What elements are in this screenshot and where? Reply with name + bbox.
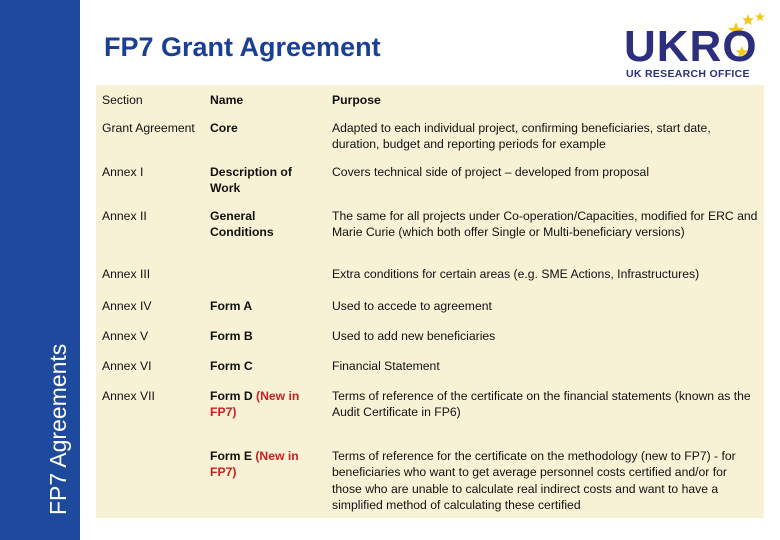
row-name: Form B bbox=[210, 328, 253, 343]
header-name: Name bbox=[210, 93, 244, 107]
row-section: Annex VI bbox=[102, 358, 152, 373]
row-name: Description of Work bbox=[210, 164, 292, 195]
row-name: Form D (New in FP7) bbox=[210, 388, 300, 419]
vertical-title: FP7 Agreements bbox=[45, 343, 71, 515]
row-purpose: Covers technical side of project – developed from proposal bbox=[332, 164, 650, 179]
table-row bbox=[96, 201, 764, 259]
row-section: Annex IV bbox=[102, 298, 152, 313]
row-section: Annex VII bbox=[102, 388, 155, 403]
row-purpose: Used to add new beneficiaries bbox=[332, 328, 496, 343]
row-purpose: Terms of reference of the certificate on the financial statements (known as the Audit Certificate in FP6) bbox=[332, 388, 751, 419]
row-section: Grant Agreement bbox=[102, 120, 195, 135]
sidebar-band bbox=[0, 0, 80, 540]
row-purpose: Used to accede to agreement bbox=[332, 298, 492, 313]
row-purpose: Financial Statement bbox=[332, 358, 440, 373]
table-row bbox=[96, 321, 764, 351]
row-name: Form A bbox=[210, 298, 253, 313]
row-section: Annex V bbox=[102, 328, 149, 343]
row-purpose: Extra conditions for certain areas (e.g. SME Actions, Infrastructures) bbox=[332, 266, 700, 281]
table-header-row bbox=[96, 85, 764, 113]
row-purpose: The same for all projects under Co-operation/Capacities, modified for ERC and Marie Curie (which both offer Single or Multi-beneficiary versions) bbox=[332, 208, 758, 239]
agreement-table bbox=[96, 85, 764, 518]
row-purpose: Adapted to each individual project, confirming beneficiaries, start date, duration, budget and reporting periods for example bbox=[332, 120, 711, 151]
logo-subtitle: UK RESEARCH OFFICE bbox=[626, 68, 750, 80]
row-name: Form E (New in FP7) bbox=[210, 448, 299, 479]
row-name: Form C bbox=[210, 358, 253, 373]
ukro-logo bbox=[620, 6, 770, 84]
row-section: Annex III bbox=[102, 266, 151, 281]
row-name: Core bbox=[210, 120, 238, 135]
row-section: Annex II bbox=[102, 208, 147, 223]
table-row bbox=[96, 441, 764, 518]
table-row bbox=[96, 157, 764, 201]
header-purpose: Purpose bbox=[332, 93, 381, 107]
page-title: FP7 Grant Agreement bbox=[104, 32, 381, 62]
table-row bbox=[96, 351, 764, 381]
table-row bbox=[96, 381, 764, 441]
header-section: Section bbox=[102, 93, 143, 107]
row-section bbox=[96, 441, 204, 518]
table-row bbox=[96, 113, 764, 157]
table-row bbox=[96, 259, 764, 291]
row-name bbox=[204, 259, 326, 291]
row-name: General Conditions bbox=[210, 208, 274, 239]
logo-wordmark: UKRO bbox=[624, 22, 758, 71]
table-row bbox=[96, 291, 764, 321]
row-purpose: Terms of reference for the certificate on the methodology (new to FP7) - for beneficiaries who want to get average personnel costs certified and/or for those who are unable to calculate real indirect costs and want to have a simplified method of calculating these certified bbox=[332, 448, 736, 512]
row-section: Annex I bbox=[102, 164, 144, 179]
